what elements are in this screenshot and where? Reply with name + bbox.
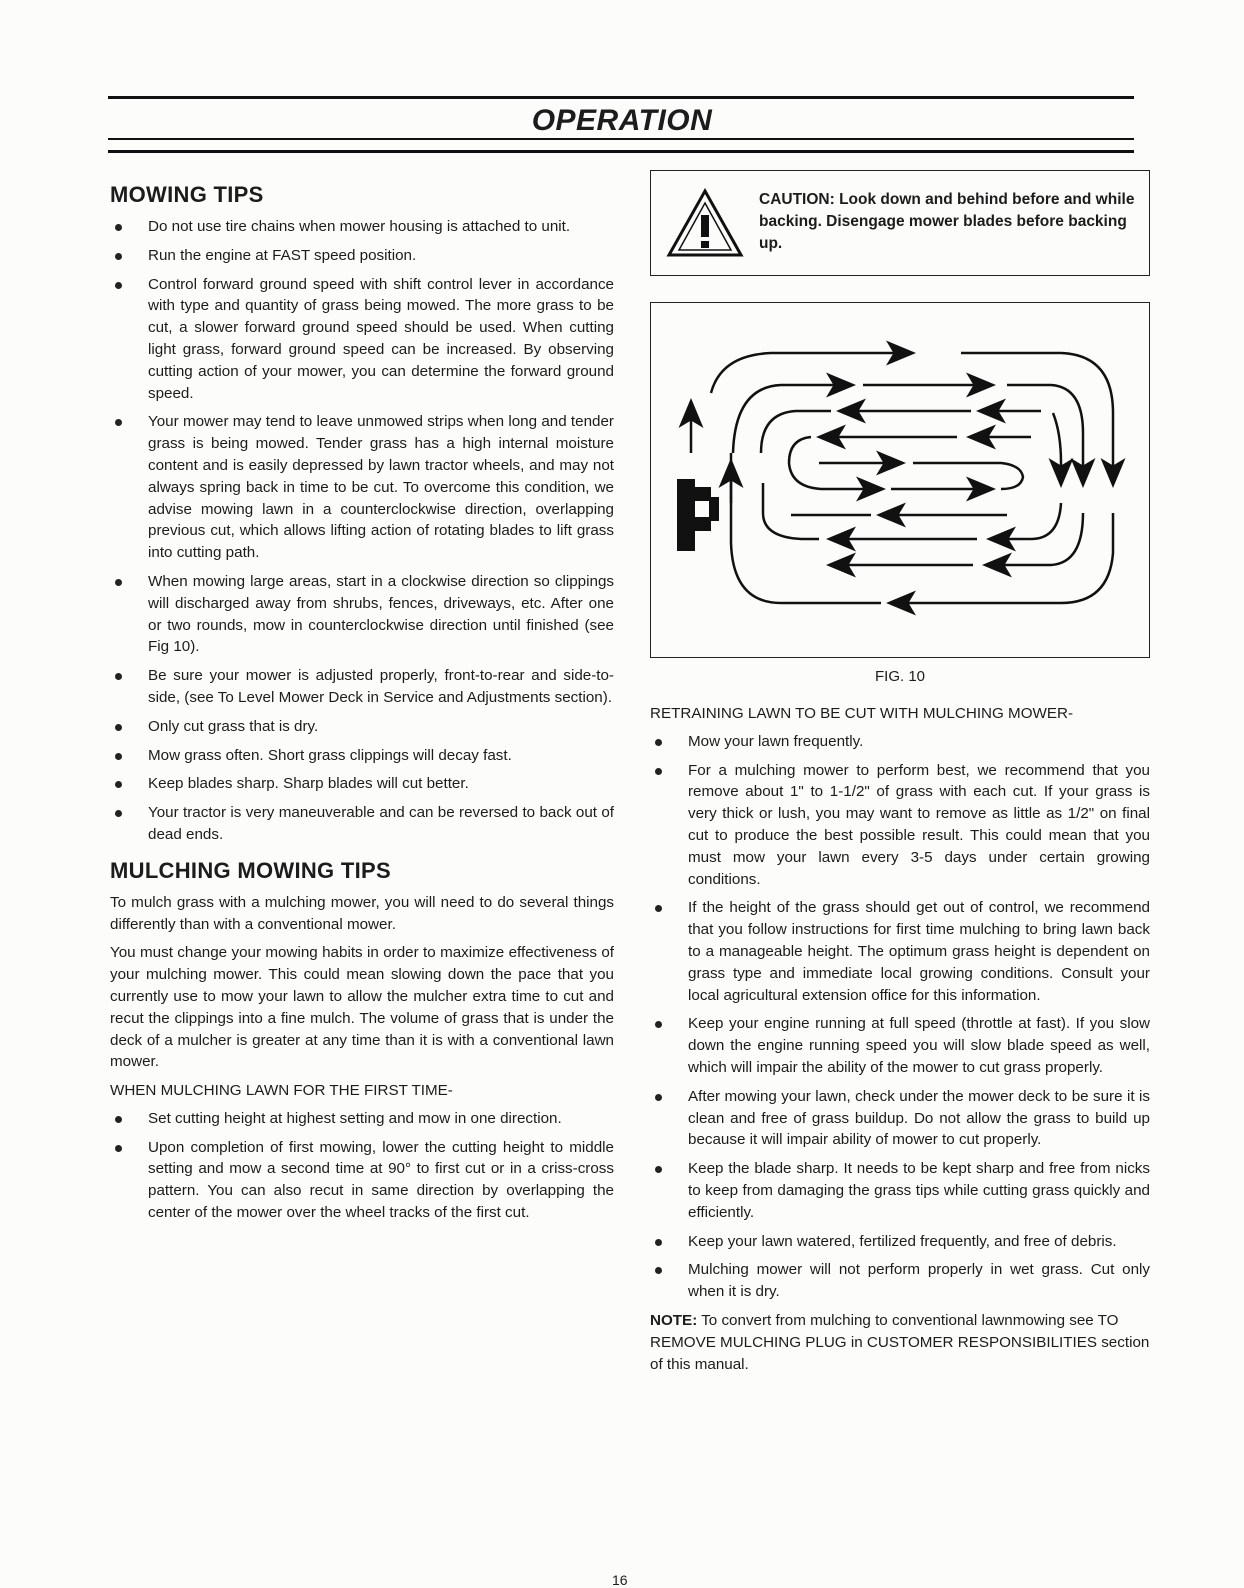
list-item: Control forward ground speed with shift control lever in accordance with type and quantity of grass being mowed. The more grass to be cut, a slower forward ground speed should be used. When cutting light grass, forward ground speed can be increased. By observing cutting action of your mower, you can determine the forward ground speed.: [110, 274, 614, 405]
right-column: [650, 170, 1150, 1375]
list-item: Your mower may tend to leave unmowed strips when long and tender grass is being mowed. Tender grass has a high internal moisture content and is easily depressed by lawn tractor wheels, and may not always spring back in time to be cut. To overcome this condition, we advise mowing lawn in a counterclockwise direction, overlapping previous cut, which allows lifting action of rotating blades to lift grass into cutting path.: [110, 411, 614, 564]
list-item: Keep blades sharp. Sharp blades will cut better.: [110, 773, 614, 795]
list-item: Mulching mower will not perform properly in wet grass. Cut only when it is dry.: [650, 1259, 1150, 1303]
list-item: Upon completion of first mowing, lower the cutting height to middle setting and mow a second time at 90° to first cut or in a criss-cross pattern. You can also recut in same direction by overlapping the center of the mower over the wheel tracks of the first cut.: [110, 1137, 614, 1224]
list-item: Mow grass often. Short grass clippings will decay fast.: [110, 745, 614, 767]
list-item: Be sure your mower is adjusted properly, front-to-rear and side-to-side, (see To Level Mower Deck in Service and Adjustments section).: [110, 665, 614, 709]
left-column: [110, 182, 614, 1231]
list-item: Mow your lawn frequently.: [650, 731, 1150, 753]
warning-triangle-icon: [665, 187, 745, 259]
mulching-habits-paragraph: You must change your mowing habits in order to maximize effectiveness of your mulching mower. This could mean slowing down the pace that you currently use to mow your lawn to allow the mulcher extra time to cut and recut the clippings into a fine mulch. The volume of grass that is under the deck of a mulcher is greater at any time than it is with a conventional lawn mower.: [110, 944, 614, 1071]
loop-3-right: [1053, 413, 1061, 483]
note: [650, 1310, 1150, 1375]
list-item: Do not use tire chains when mower housing is attached to unit.: [110, 216, 614, 238]
figure-10: [650, 302, 1150, 658]
caution-box: [650, 170, 1150, 276]
header-title-underline: [108, 138, 1134, 140]
note-label: NOTE:: [650, 1311, 698, 1329]
tractor-icon: [677, 479, 719, 551]
figure-caption: FIG. 10: [874, 668, 926, 685]
retraining-list: [650, 731, 1150, 1303]
outer-path-bottom: [731, 453, 881, 603]
list-item: If the height of the grass should get out of control, we recommend that you follow instructions for first time mulching to bring lawn back to a manageable height. The optimum grass height is dependent on grass type and immediate local growing conditions. Consult your local agricultural extension office for this information.: [650, 897, 1150, 1006]
header-bottom-rule: [108, 150, 1134, 153]
list-item: Set cutting height at highest setting and mow in one direction.: [110, 1108, 614, 1130]
loop-2-top: [733, 385, 851, 453]
list-item: Only cut grass that is dry.: [110, 716, 614, 738]
page-number: 16: [612, 1572, 628, 1588]
header-top-rule: [108, 96, 1134, 99]
list-item: Run the engine at FAST speed position.: [110, 245, 614, 267]
first-time-heading: WHEN MULCHING LAWN FOR THE FIRST TIME-: [110, 1082, 453, 1100]
mowing-tips-heading: MOWING TIPS: [110, 182, 264, 207]
mowing-tips-list: [110, 216, 614, 846]
loop-3-left: [761, 411, 831, 453]
list-item: After mowing your lawn, check under the mower deck to be sure it is clean and free of grass buildup. Do not allow the grass to build up because it will impair ability of mower to cut properly.: [650, 1086, 1150, 1151]
mulching-intro-paragraph: To mulch grass with a mulching mower, you will need to do several things differently than with a conventional mower.: [110, 893, 614, 933]
loop-3-lower-c: [763, 483, 819, 539]
list-item: When mowing large areas, start in a clockwise direction so clippings will discharged away from shrubs, fences, driveways, etc. After one or two rounds, mow in counterclockwise direction until finished (see Fig 10).: [110, 571, 614, 658]
outer-path: [711, 353, 911, 393]
mowing-pattern-diagram: [651, 303, 1141, 657]
mulching-tips-heading: MULCHING MOWING TIPS: [110, 857, 391, 883]
retraining-heading: RETRAINING LAWN TO BE CUT WITH MULCHING MOWER-: [650, 705, 1074, 722]
list-item: Keep your lawn watered, fertilized frequently, and free of debris.: [650, 1231, 1150, 1253]
caution-text: CAUTION: Look down and behind before and while backing. Disengage mower blades before backing up.: [759, 191, 1135, 252]
page-title: OPERATION: [531, 104, 713, 137]
loop-3-lower: [991, 503, 1061, 539]
inner-lines-b: [913, 463, 1023, 489]
outer-path-right-lower: [891, 513, 1113, 603]
list-item: Keep the blade sharp. It needs to be kept sharp and free from nicks to keep from damaging the grass tips while cutting grass quickly and efficiently.: [650, 1158, 1150, 1223]
list-item: Keep your engine running at full speed (throttle at fast). If you slow down the engine running speed you will slow blade speed as well, which will impair the ability of the mower to cut grass properly.: [650, 1013, 1150, 1078]
note-text: To convert from mulching to conventional lawnmowing see TO REMOVE MULCHING PLUG in CUSTOMER RESPONSIBILITIES section of this manual.: [650, 1311, 1150, 1373]
list-item: For a mulching mower to perform best, we recommend that you remove about 1" to 1-1/2" of grass with each cut. If your grass is very thick or lush, you may want to remove as little as 1/2" on final cut to produce the best possible result. This could mean that you must mow your lawn every 3-5 days under certain growing conditions.: [650, 760, 1150, 891]
list-item: Your tractor is very maneuverable and can be reversed to back out of dead ends.: [110, 802, 614, 846]
first-time-list: [110, 1108, 614, 1224]
